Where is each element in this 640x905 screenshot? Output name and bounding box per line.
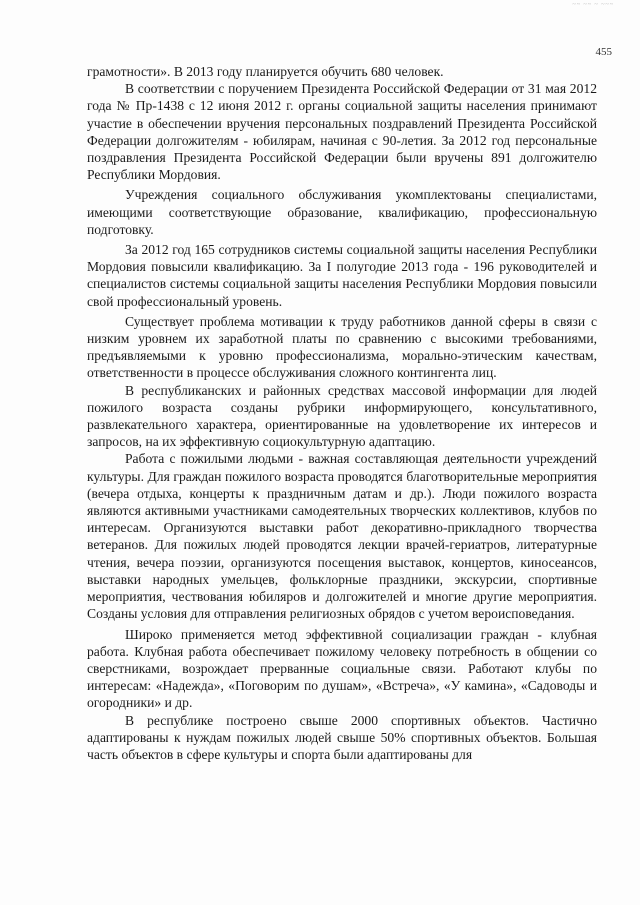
page-number: 455 [595, 46, 612, 58]
paragraph-qualification: За 2012 год 165 сотрудников системы социальной защиты населения Республики Мордовия повысили квалификацию. За I полугодие 2013 года - 196 руководителей и специалистов системы социальной защиты населения Республики Мордовия повысили свой профессиональный уровень. [87, 242, 597, 309]
scan-artifact-text: ~~ ~~ ~ ~~~ [572, 2, 614, 8]
paragraph-staffing: Учреждения социального обслуживания укомплектованы специалистами, имеющими соответствующие образование, квалификацию, профессиональную подготовку. [87, 187, 597, 237]
paragraph-culture-institutions: Работа с пожилыми людьми - важная составляющая деятельности учреждений культуры. Для граждан пожилого возраста проводятся благотворительные мероприятия (вечера отдыха, концерты к праздничным датам и др.). Люди пожилого возраста являются активными участниками самодеятельных творческих коллективов, клубов по интересам. Организуются выставки работ декоративно-прикладного творчества ветеранов. Для пожилых людей проводятся лекции врачей-гериатров, литературные чтения, вечера поэзии, организуются посещения выставок, концертов, киносеансов, выставки народных умельцев, фольклорные праздники, экскурсии, спортивные мероприятия, чествования юбиляров и долгожителей и многие другие мероприятия. Созданы условия для отправления религиозных обрядов с учетом вероисповедания. [87, 451, 597, 622]
body-text [87, 63, 597, 763]
paragraph-motivation-problem: Существует проблема мотивации к труду работников данной сферы в связи с низким уровнем их заработной платы по сравнению с высокими требованиями, предъявляемыми к уровню профессионализма, морально-этическим качествам, ответственности в процессе обслуживания сложного контингента лиц. [87, 313, 597, 381]
paragraph-continued: грамотности». В 2013 году планируется обучить 680 человек. [87, 64, 444, 79]
paragraph-mass-media: В республиканских и районных средствах массовой информации для людей пожилого возраста созданы рубрики информирующего, консультативного, развлекательного характера, ориентированные на удовлетворение их интересов и запросов, на их эффективную социокультурную адаптацию. [87, 382, 597, 450]
paragraph-presidential-congratulations: В соответствии с поручением Президента Российской Федерации от 31 мая 2012 года № Пр-1438 с 12 июня 2012 г. органы социальной защиты населения принимают участие в обеспечении вручения персональных поздравлений Президента Российской Федерации долгожителям - юбилярам, начиная с 90-летия. За 2012 год персональные поздравления Президента Российской Федерации были вручены 891 долгожителю Республики Мордовия. [87, 81, 597, 183]
paragraph-club-work: Широко применяется метод эффективной социализации граждан - клубная работа. Клубная работа обеспечивает пожилому человеку потребность в общении со сверстниками, возрождает прерванные социальные связи. Работают клубы по интересам: «Надежда», «Поговорим по душам», «Встреча», «У камина», «Садоводы и огородники» и др. [87, 626, 597, 711]
paragraph-sports-facilities: В республике построено свыше 2000 спортивных объектов. Частично адаптированы к нуждам пожилых людей свыше 50% спортивных объектов. Большая часть объектов в сфере культуры и спорта были адаптированы для [87, 712, 597, 762]
